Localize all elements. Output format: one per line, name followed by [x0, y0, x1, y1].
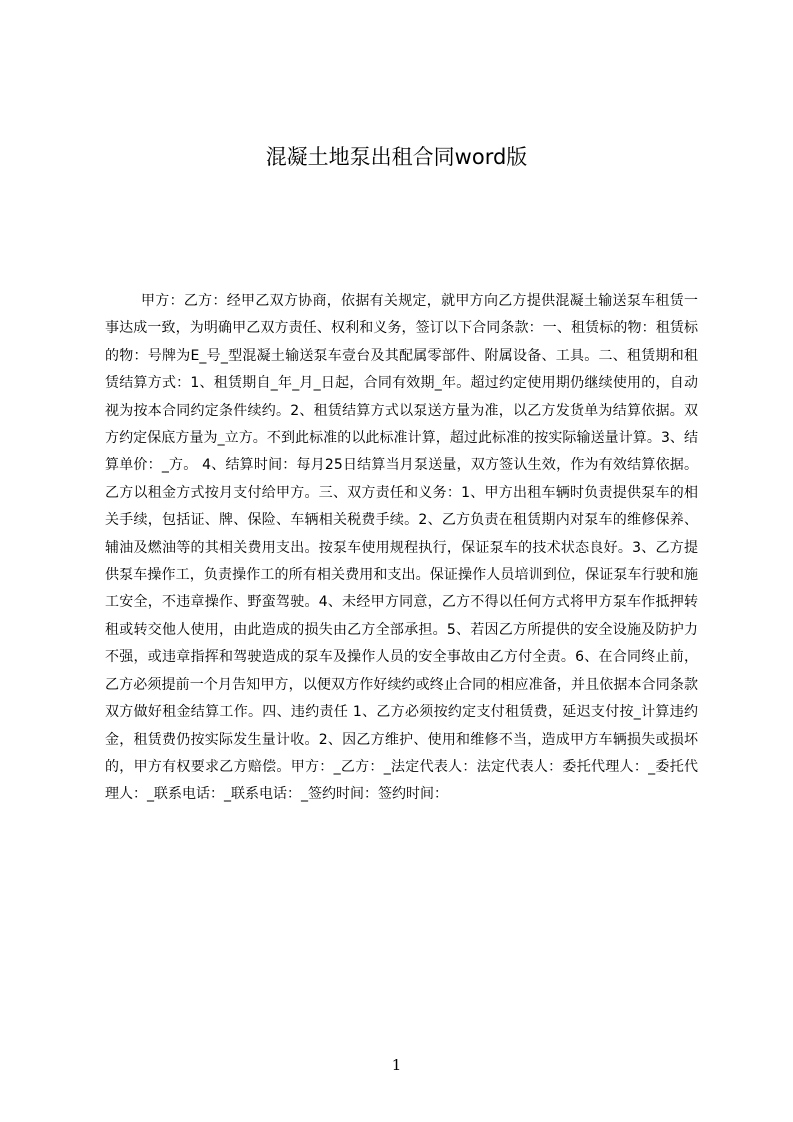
contract-body-paragraph: 甲方：乙方：经甲乙双方协商，依据有关规定，就甲方向乙方提供混凝土输送泵车租赁一事达成一致，为明确甲乙双方责任、权利和义务，签订以下合同条款：一、租赁标的物：租赁标的物：号牌为E_号_型混凝土输送泵车壹台及其配属零部件、附属设备、工具。二、租赁期和租赁结算方式：1、租赁期自_年_月_日起，合同有效期_年。超过约定使用期仍继续使用的，自动视为按本合同约定条件续约。2、租赁结算方式以泵送方量为准，以乙方发货单为结算依据。双方约定保底方量为_立方。不到此标准的以此标准计算，超过此标准的按实际输送量计算。3、结算单价：_方。 4、结算时间：每月25日结算当月泵送量，双方签认生效，作为有效结算依据。乙方以租金方式按月支付给甲方。三、双方责任和义务：1、甲方出租车辆时负责提供泵车的相关手续，包括证、牌、保险、车辆相关税费手续。2、乙方负责在租赁期内对泵车的维修保养、辅油及燃油等的其相关费用支出。按泵车使用规程执行，保证泵车的技术状态良好。3、乙方提供泵车操作工，负责操作工的所有相关费用和支出。保证操作人员培训到位，保证泵车行驶和施工安全，不违章操作、野蛮驾驶。4、未经甲方同意，乙方不得以任何方式将甲方泵车作抵押转租或转交他人使用，由此造成的损失由乙方全部承担。5、若因乙方所提供的安全设施及防护力不强，或违章指挥和驾驶造成的泵车及操作人员的安全事故由乙方付全责。6、在合同终止前，乙方必须提前一个月告知甲方，以便双方作好续约或终止合同的相应准备，并且依据本合同条款双方做好租金结算工作。四、违约责任 1、乙方必须按约定支付租赁费，延迟支付按_计算违约金，租赁费仍按实际发生量计收。2、因乙方维护、使用和维修不当，造成甲方车辆损失或损坏的，甲方有权要求乙方赔偿。甲方：_乙方：_法定代表人：法定代表人：委托代理人：_委托代理人：_联系电话：_联系电话：_签约时间：签约时间： — [105, 293, 698, 803]
document-title: 混凝土地泵出租合同word版 — [265, 145, 528, 169]
page-number: 1 — [391, 1056, 402, 1074]
